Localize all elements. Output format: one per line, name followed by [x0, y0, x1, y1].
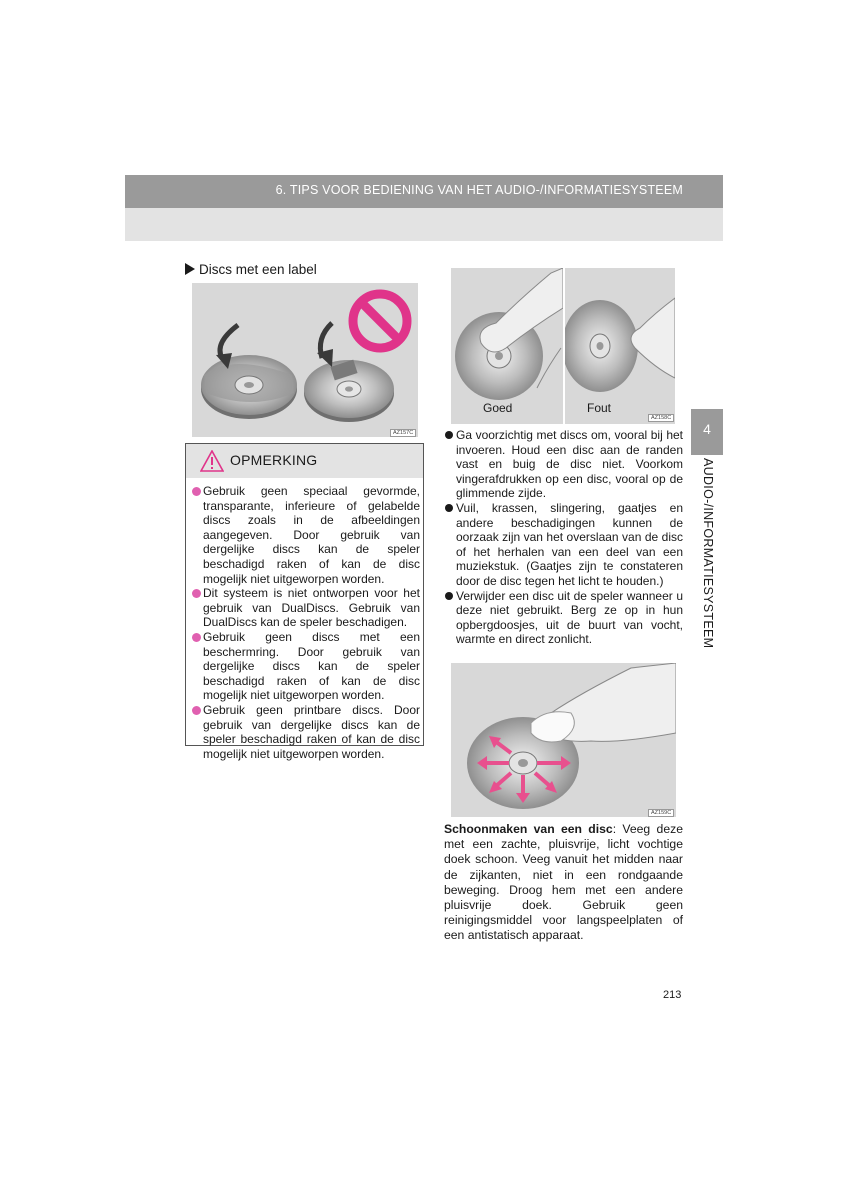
bullet-icon — [445, 504, 453, 512]
notice-list — [192, 484, 420, 761]
figure-code: AZ157C — [390, 429, 416, 437]
notice-title: OPMERKING — [230, 452, 318, 468]
cleaning-text: : Veeg deze met een zachte, pluisvrije, licht vochtige doek schoon. Veeg vanuit het midden naar de zijkanten, niet in een rondgaande beweging. Droog hem met een andere pluisvrije doek. Gebruik geen reinigingsmiddel voor langspeelplaten of een antistatisch apparaat. — [444, 822, 683, 943]
bullet-icon — [192, 487, 201, 496]
warning-icon — [200, 450, 224, 472]
bullet-icon — [445, 592, 453, 600]
notice-header — [186, 444, 423, 478]
labeled-disc-drawing — [192, 283, 418, 437]
chapter-title: 6. TIPS VOOR BEDIENING VAN HET AUDIO-/INFORMATIESYSTEEM — [275, 183, 683, 197]
caption-good: Goed — [483, 401, 513, 415]
caption-bad: Fout — [587, 401, 612, 415]
correct-handling-illustration — [451, 268, 563, 424]
notice-box — [185, 443, 424, 761]
figure-code: AZ158C — [648, 414, 674, 422]
notice-item: Gebruik geen speciaal gevormde, transparante, inferieure of gelabelde discs zoals in de afbeeldingen aangegeven. Door gebruik van dergelijke discs kan de speler beschadigd raken of kan de disc mogelijk niet uitgeworpen worden. — [192, 484, 420, 586]
chapter-tab-label — [699, 458, 715, 649]
page-number: 213 — [663, 989, 682, 1001]
list-item: Verwijder een disc uit de speler wanneer u deze niet gebruikt. Berg ze op in hun opbergdoosjes, uit de buurt van vocht, warmte en direct zonlicht. — [445, 589, 683, 647]
incorrect-handling-drawing — [565, 268, 675, 424]
incorrect-handling-illustration — [565, 268, 675, 424]
section-title — [185, 262, 317, 277]
notice-item: Gebruik geen discs met een beschermring. Door gebruik van dergelijke discs kan de speler beschadigd raken of kan de disc mogelijk niet uitgeworpen worden. — [192, 630, 420, 703]
header-bar — [125, 175, 723, 208]
list-item: Ga voorzichtig met discs om, vooral bij het invoeren. Houd een disc aan de randen vast en buig de disc niet. Voorkom vingerafdrukken op een disc, vooral op de glimmende zijde. — [445, 428, 683, 501]
bullet-icon — [192, 706, 201, 715]
bullet-icon — [192, 589, 201, 598]
cleaning-illustration — [451, 663, 676, 817]
header-band — [125, 208, 723, 241]
handling-list — [445, 428, 683, 647]
cleaning-heading: Schoonmaken van een disc — [444, 822, 613, 836]
labeled-disc-illustration — [192, 283, 418, 437]
figure-code: AZ159C — [648, 809, 674, 817]
notice-item: Gebruik geen printbare discs. Door gebruik van dergelijke discs kan de speler beschadigd raken of kan de disc mogelijk niet uitgeworpen worden. — [192, 703, 420, 761]
bullet-icon — [192, 633, 201, 642]
bullet-icon — [445, 431, 453, 439]
section-title-text: Discs met een label — [199, 262, 317, 277]
triangle-bullet-icon — [185, 263, 195, 275]
cleaning-paragraph — [444, 822, 683, 944]
cleaning-drawing — [451, 663, 676, 817]
list-item: Vuil, krassen, slingering, gaatjes en andere beschadigingen kunnen de oorzaak zijn van het overslaan van de disc of het herhalen van een deel van een muziekstuk. (Gaatjes zijn te constateren door de disc tegen het licht te houden.) — [445, 501, 683, 589]
chapter-tab-number: 4 — [691, 409, 723, 455]
chapter-tab-text: AUDIO-/INFORMATIESYSTEEM — [701, 458, 715, 649]
notice-item: Dit systeem is niet ontworpen voor het gebruik van DualDiscs. Gebruik van DualDiscs kan de speler beschadigen. — [192, 586, 420, 630]
